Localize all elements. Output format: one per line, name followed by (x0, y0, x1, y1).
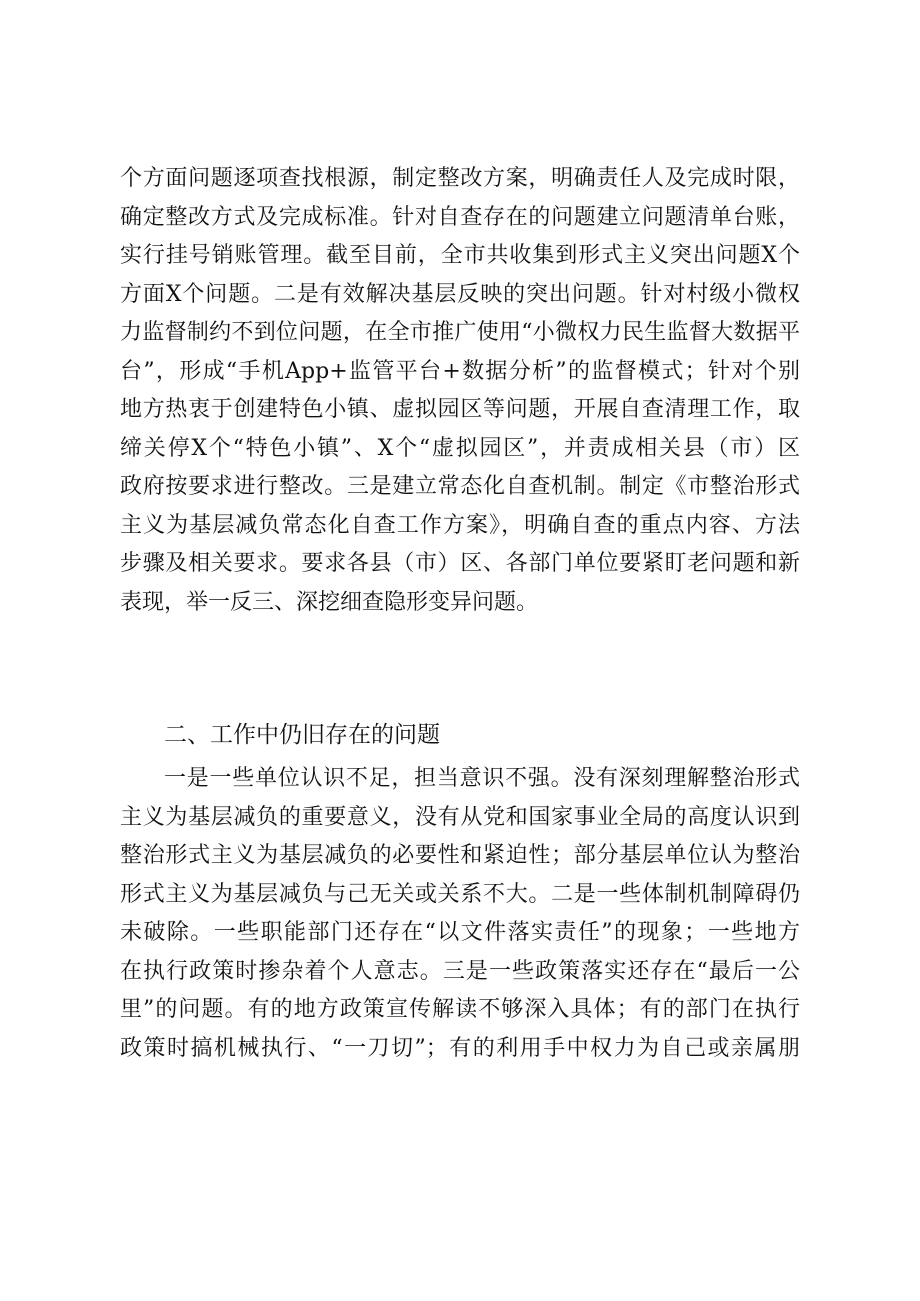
text-line: 缔关停X个“特色小镇”、X个“虚拟园区”，并责成相关县（市）区 (120, 435, 800, 461)
text-line: 里”的问题。有的地方政策宣传解读不够深入具体；有的部门在执行 (120, 997, 800, 1022)
text-line: 表现，举一反三、深挖细查隐形变异问题。 (120, 589, 539, 615)
text-line: 整治形式主义为基层减负的必要性和紧迫性；部分基层单位认为整治 (120, 843, 800, 868)
paragraph-section-1 (120, 160, 800, 622)
text-line: 形式主义为基层减负与己无关或关系不大。二是一些体制机制障碍仍 (120, 881, 800, 907)
text-line: 实行挂号销账管理。截至目前，全市共收集到形式主义突出问题X个 (120, 243, 800, 268)
text-line: 台”，形成“手机App+监管平台+数据分析”的监督模式；针对个别 (120, 358, 800, 384)
text-line: 力监督制约不到位问题，在全市推广使用“小微权力民生监督大数据平 (120, 320, 800, 345)
text-line: 一是一些单位认识不足，担当意识不强。没有深刻理解整治形式 (164, 766, 800, 791)
text-line: 未破除。一些职能部门还存在“以文件落实责任”的现象；一些地方 (120, 920, 800, 945)
text-line: 方面X个问题。二是有效解决基层反映的突出问题。针对村级小微权 (120, 281, 800, 307)
text-line: 政府按要求进行整改。三是建立常态化自查机制。制定《市整治形式 (120, 474, 800, 499)
section-heading-container (120, 715, 800, 755)
paragraph-section-2 (120, 760, 800, 1068)
text-line: 政策时搞机械执行、“一刀切”；有的利用手中权力为自己或亲属朋 (120, 1035, 800, 1061)
section-heading: 二、工作中仍旧存在的问题 (164, 722, 440, 748)
text-line: 主义为基层减负的重要意义，没有从党和国家事业全局的高度认识到 (120, 804, 800, 830)
text-line: 主义为基层减负常态化自查工作方案》，明确自查的重点内容、方法 (120, 512, 800, 538)
text-line: 确定整改方式及完成标准。针对自查存在的问题建立问题清单台账， (120, 204, 800, 230)
text-line: 步骤及相关要求。要求各县（市）区、各部门单位要紧盯老问题和新 (120, 551, 800, 576)
text-line: 地方热衷于创建特色小镇、虚拟园区等问题，开展自查清理工作，取 (120, 397, 800, 422)
text-line: 个方面问题逐项查找根源，制定整改方案，明确责任人及完成时限， (120, 166, 800, 191)
text-line: 在执行政策时掺杂着个人意志。三是一些政策落实还存在“最后一公 (120, 958, 800, 984)
